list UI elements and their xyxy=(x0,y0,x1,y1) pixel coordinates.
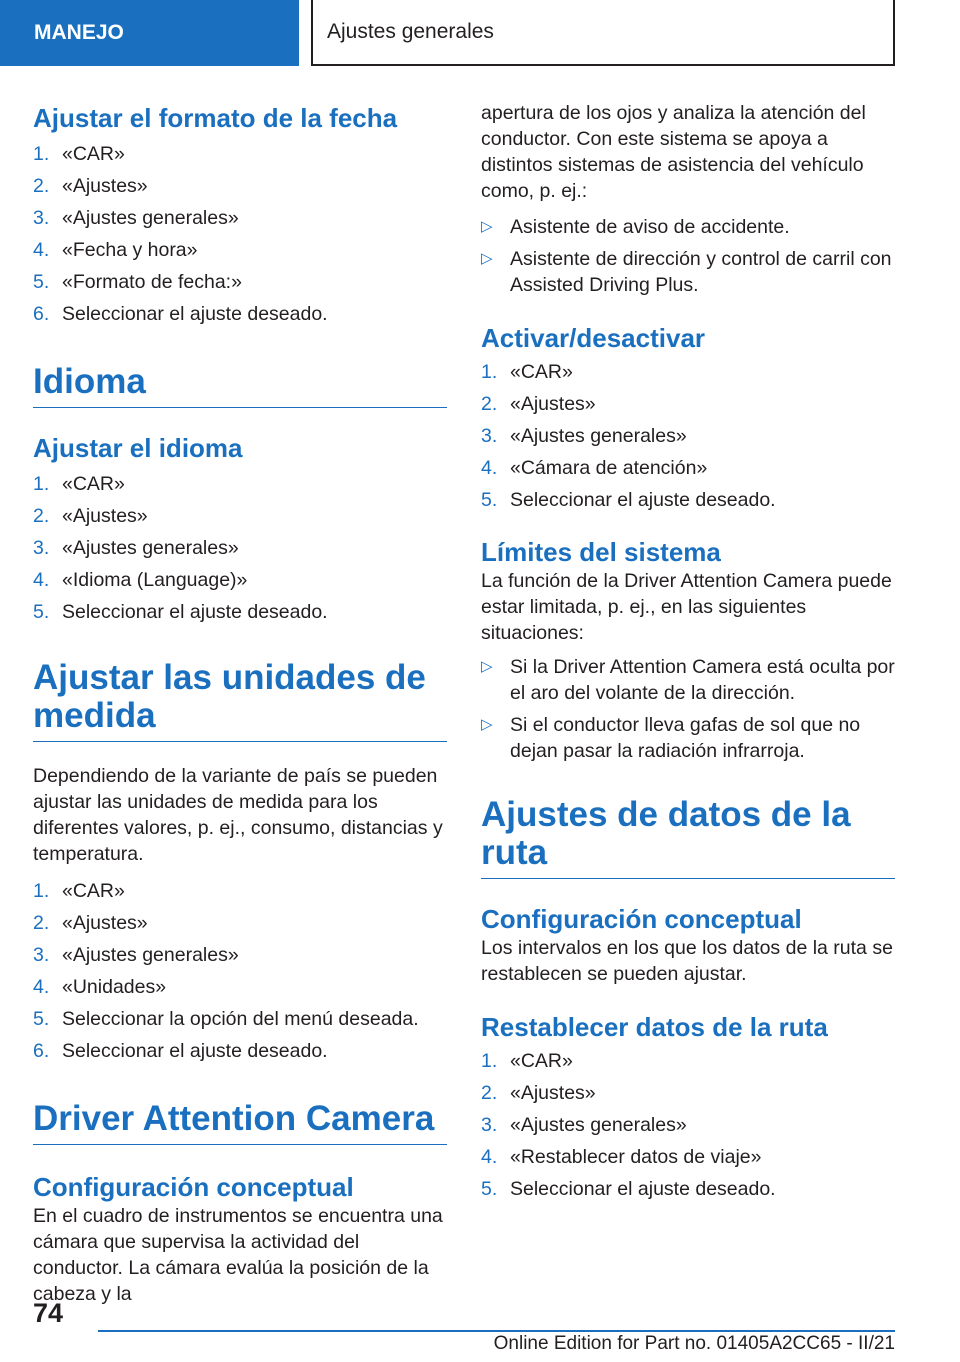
step-text: «Ajustes» xyxy=(510,1082,596,1104)
page-number: 74 xyxy=(33,1298,64,1328)
step-text: «CAR» xyxy=(510,1050,573,1072)
step-number: 4. xyxy=(33,239,50,261)
list-item xyxy=(481,420,895,452)
list-item xyxy=(481,1077,895,1109)
step-text: «Ajustes» xyxy=(62,505,148,527)
step-number: 3. xyxy=(33,537,50,559)
date-format-steps xyxy=(33,138,447,330)
step-text: Seleccionar el ajuste deseado. xyxy=(62,303,328,325)
bullet-item xyxy=(481,246,895,298)
list-item xyxy=(33,298,447,330)
list-item xyxy=(33,875,447,907)
step-text: «Unidades» xyxy=(62,976,167,998)
list-item xyxy=(33,500,447,532)
right-column xyxy=(481,96,895,1205)
step-text: «CAR» xyxy=(62,143,125,165)
bullet-item xyxy=(481,214,895,240)
step-text: «CAR» xyxy=(510,361,573,383)
step-number: 2. xyxy=(33,912,50,934)
route-subheading: Configuración conceptual xyxy=(481,904,802,934)
step-text: «Ajustes generales» xyxy=(510,425,687,447)
step-number: 3. xyxy=(33,944,50,966)
camera-bullets xyxy=(481,214,895,298)
step-text: «Formato de fecha:» xyxy=(62,271,242,293)
idioma-subheading: Ajustar el idioma xyxy=(33,433,243,463)
activate-heading: Activar/desactivar xyxy=(481,323,706,353)
list-item xyxy=(33,939,447,971)
route-paragraph: Los intervalos en los que los datos de la ruta se restablecen se pueden ajustar. xyxy=(481,937,893,985)
step-number: 5. xyxy=(481,489,498,511)
limits-bullets xyxy=(481,654,895,764)
step-number: 1. xyxy=(33,880,50,902)
step-number: 1. xyxy=(481,361,498,383)
units-steps xyxy=(33,875,447,1067)
step-text: «Ajustes» xyxy=(62,175,148,197)
limits-paragraph: La función de la Driver Attention Camera puede estar limitada, p. ej., en las siguientes situaciones: xyxy=(481,570,892,644)
bullet-item xyxy=(481,712,895,764)
camera-continued-paragraph: apertura de los ojos y analiza la atención del conductor. Con este sistema se apoya a distintos sistemas de asistencia del vehículo como, p. ej.: xyxy=(481,102,866,202)
step-number: 3. xyxy=(481,1114,498,1136)
triangle-bullet-icon: ▷ xyxy=(481,250,493,267)
camera-heading: Driver Attention Camera xyxy=(33,1100,447,1145)
step-text: «Ajustes» xyxy=(62,912,148,934)
step-number: 2. xyxy=(33,505,50,527)
step-number: 4. xyxy=(33,569,50,591)
bullet-text: Asistente de aviso de accidente. xyxy=(510,216,790,238)
route-heading: Ajustes de datos de la ruta xyxy=(481,796,895,879)
step-number: 2. xyxy=(481,1082,498,1104)
triangle-bullet-icon: ▷ xyxy=(481,716,493,733)
list-item xyxy=(33,170,447,202)
step-text: «Ajustes generales» xyxy=(62,537,239,559)
step-text: Seleccionar la opción del menú deseada. xyxy=(62,1008,419,1030)
triangle-bullet-icon: ▷ xyxy=(481,658,493,675)
step-number: 6. xyxy=(33,303,50,325)
step-text: «CAR» xyxy=(62,880,125,902)
step-text: «Ajustes generales» xyxy=(510,1114,687,1136)
step-number: 6. xyxy=(33,1040,50,1062)
step-number: 5. xyxy=(481,1178,498,1200)
list-item xyxy=(33,202,447,234)
step-text: «Fecha y hora» xyxy=(62,239,198,261)
step-number: 5. xyxy=(33,601,50,623)
step-text: «Ajustes» xyxy=(510,393,596,415)
list-item xyxy=(33,532,447,564)
step-number: 4. xyxy=(33,976,50,998)
list-item xyxy=(481,356,895,388)
route-reset-heading: Restablecer datos de la ruta xyxy=(481,1012,828,1042)
list-item xyxy=(33,564,447,596)
step-number: 2. xyxy=(33,175,50,197)
camera-paragraph: En el cuadro de instrumentos se encuentra una cámara que supervisa la actividad del conductor. La cámara evalúa la posición de la cabeza y la xyxy=(33,1205,443,1305)
activate-steps xyxy=(481,356,895,516)
list-item xyxy=(33,234,447,266)
step-number: 1. xyxy=(481,1050,498,1072)
step-number: 4. xyxy=(481,457,498,479)
step-number: 3. xyxy=(33,207,50,229)
camera-subheading: Configuración conceptual xyxy=(33,1172,354,1202)
list-item xyxy=(481,1173,895,1205)
step-text: «Idioma (Language)» xyxy=(62,569,248,591)
bullet-text: Si la Driver Attention Camera está oculta por el aro del volante de la dirección. xyxy=(510,656,895,704)
step-text: «Ajustes generales» xyxy=(62,944,239,966)
step-text: Seleccionar el ajuste deseado. xyxy=(62,601,328,623)
list-item xyxy=(33,971,447,1003)
limits-heading: Límites del sistema xyxy=(481,537,721,567)
step-text: «Restablecer datos de viaje» xyxy=(510,1146,762,1168)
list-item xyxy=(481,388,895,420)
list-item xyxy=(33,266,447,298)
footer-divider xyxy=(98,1330,895,1332)
chapter-tab: MANEJO xyxy=(0,0,299,66)
step-text: «CAR» xyxy=(62,473,125,495)
list-item xyxy=(33,1035,447,1067)
list-item xyxy=(481,1141,895,1173)
list-item xyxy=(33,1003,447,1035)
step-text: Seleccionar el ajuste deseado. xyxy=(510,489,776,511)
section-title-text: Ajustes generales xyxy=(327,20,494,43)
list-item xyxy=(481,452,895,484)
list-item xyxy=(481,1045,895,1077)
triangle-bullet-icon: ▷ xyxy=(481,218,493,235)
footer-edition: Online Edition for Part no. 01405A2CC65 - II/21 xyxy=(493,1333,895,1354)
date-format-heading: Ajustar el formato de la fecha xyxy=(33,103,398,133)
route-reset-steps xyxy=(481,1045,895,1205)
list-item xyxy=(33,468,447,500)
bullet-text: Asistente de dirección y control de carril con Assisted Driving Plus. xyxy=(510,248,892,296)
step-text: «Ajustes generales» xyxy=(62,207,239,229)
step-number: 5. xyxy=(33,1008,50,1030)
step-text: «Cámara de atención» xyxy=(510,457,708,479)
bullet-text: Si el conductor lleva gafas de sol que no dejan pasar la radiación infrarroja. xyxy=(510,714,861,762)
step-text: Seleccionar el ajuste deseado. xyxy=(510,1178,776,1200)
step-number: 5. xyxy=(33,271,50,293)
section-title xyxy=(311,0,895,66)
step-number: 1. xyxy=(33,473,50,495)
list-item xyxy=(33,596,447,628)
idioma-steps xyxy=(33,468,447,628)
idioma-heading: Idioma xyxy=(33,363,447,408)
list-item xyxy=(481,484,895,516)
units-paragraph: Dependiendo de la variante de país se pueden ajustar las unidades de medida para los diferentes valores, p. ej., consumo, distancias y temperatura. xyxy=(33,765,443,865)
step-number: 1. xyxy=(33,143,50,165)
list-item xyxy=(481,1109,895,1141)
list-item xyxy=(33,138,447,170)
bullet-item xyxy=(481,654,895,706)
step-text: Seleccionar el ajuste deseado. xyxy=(62,1040,328,1062)
list-item xyxy=(33,907,447,939)
step-number: 2. xyxy=(481,393,498,415)
step-number: 4. xyxy=(481,1146,498,1168)
units-heading: Ajustar las unidades de medida xyxy=(33,659,447,742)
step-number: 3. xyxy=(481,425,498,447)
left-column xyxy=(33,96,447,1307)
